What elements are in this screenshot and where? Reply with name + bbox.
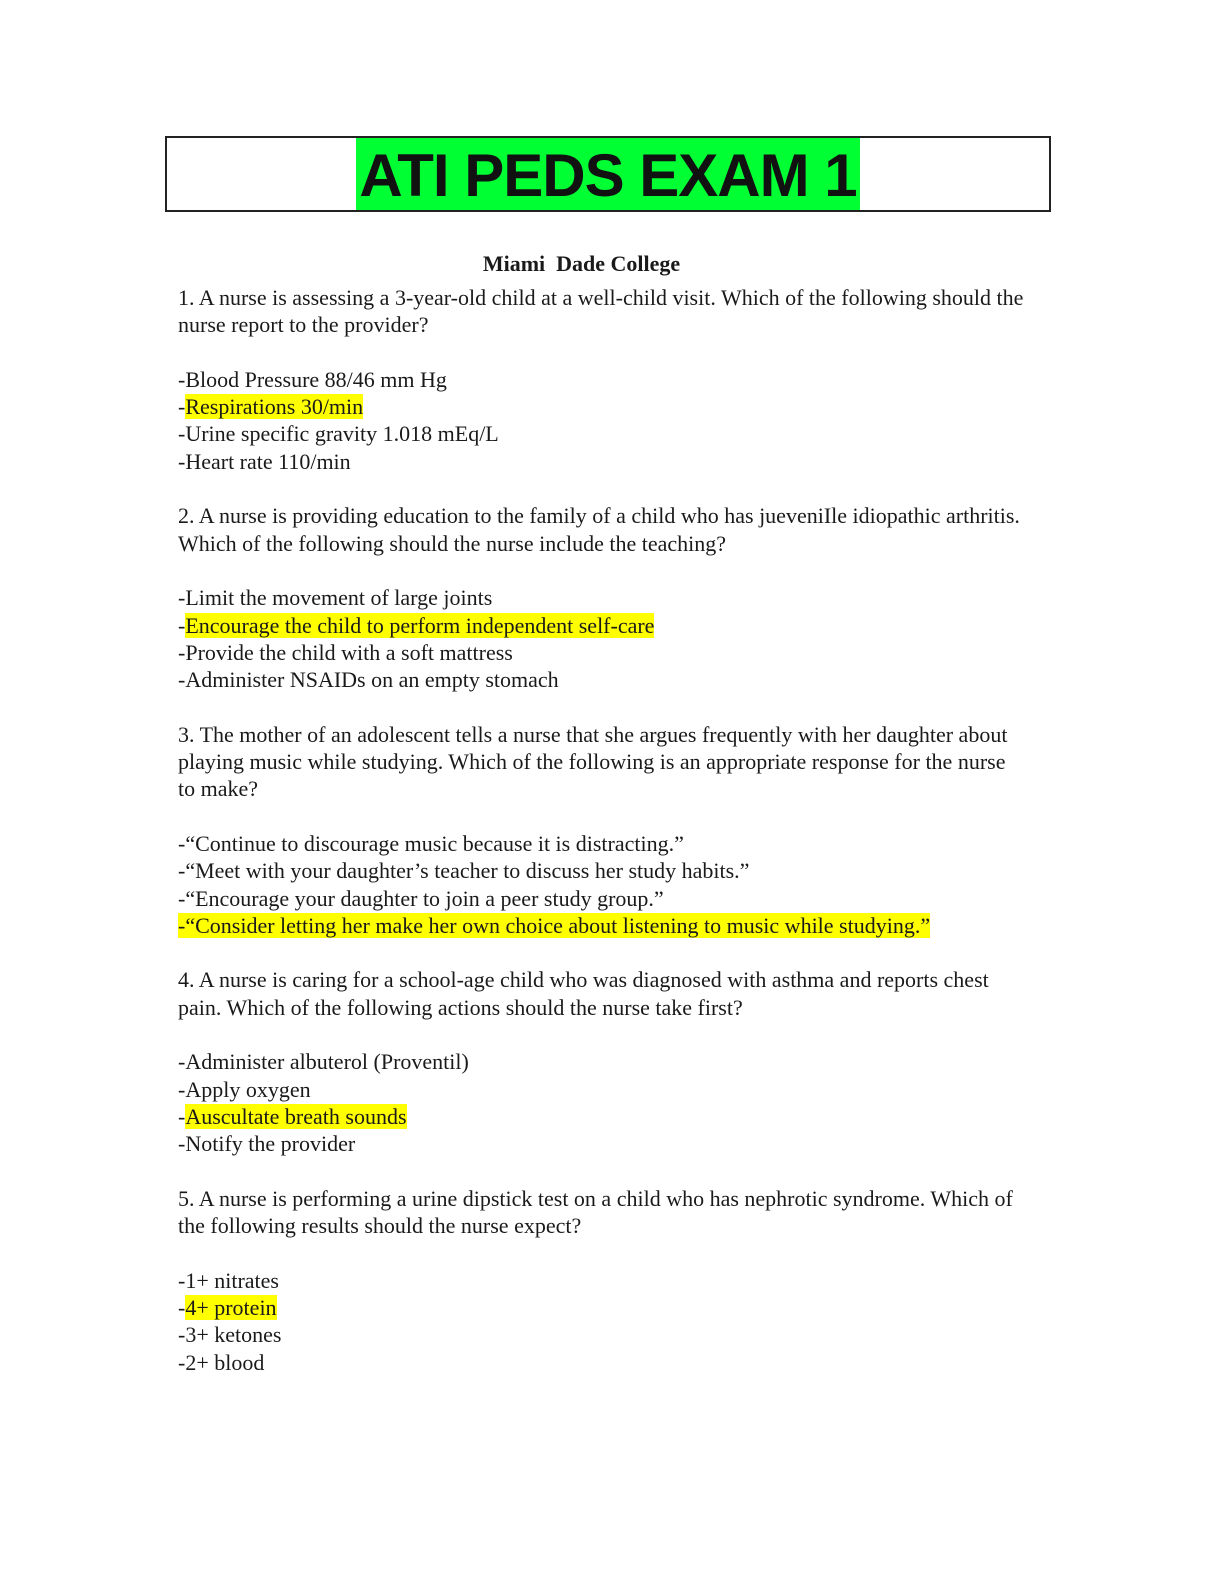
question-text: 4. A nurse is caring for a school-age child who was diagnosed with asthma and reports chest pain. Which of the following actions should the nurse take first? [178,967,989,1020]
question-text: 1. A nurse is assessing a 3-year-old child at a well-child visit. Which of the following should the nurse report to the provider? [178,285,1024,338]
question-text: 5. A nurse is performing a urine dipstick test on a child who has nephrotic syndrome. Which of the following results should the nurse expect? [178,1185,1013,1239]
answer-option: -3+ ketones [178,1322,282,1348]
answer-option-correct: -“Consider letting her make her own choice about listening to music while studying.” [178,912,931,938]
question-block [178,1185,1028,1376]
answer-option: -“Continue to discourage music because it is distracting.” [178,830,684,856]
answer-option: -Urine specific gravity 1.018 mEq/L [178,421,499,447]
answer-options [178,366,1028,475]
answer-option: -Administer albuterol (Proventil) [178,1049,469,1075]
question-block [178,721,1028,939]
question-text: 3. The mother of an adolescent tells a nurse that she argues frequently with her daughter about playing music while studying. Which of the following is an appropriate response for the nurse to make? [178,721,1008,802]
answer-options [178,830,1028,939]
answer-options [178,584,1028,693]
answer-option: -“Meet with your daughter’s teacher to discuss her study habits.” [178,858,750,884]
question-text: 2. A nurse is providing education to the family of a child who has jueveniIle idiopathic arthritis. Which of the following should the nurse include the teaching? [178,503,1020,556]
answer-options [178,1048,1028,1157]
answer-option-correct: -Auscultate breath sounds [178,1103,407,1129]
answer-option-correct: -Respirations 30/min [178,394,364,420]
answer-option: -Provide the child with a soft mattress [178,639,513,665]
answer-options [178,1267,1028,1376]
question-block [178,284,1028,475]
answer-option: -Heart rate 110/min [178,448,351,474]
answer-option: -Administer NSAIDs on an empty stomach [178,667,559,693]
answer-option: -Apply oxygen [178,1076,311,1102]
title-box [165,136,1051,212]
answer-option: -Limit the movement of large joints [178,585,493,611]
answer-option: -Notify the provider [178,1131,356,1157]
answer-option-correct: -Encourage the child to perform independent self-care [178,612,655,638]
answer-option: -“Encourage your daughter to join a peer study group.” [178,885,664,911]
answer-option: -2+ blood [178,1349,265,1375]
question-list [178,284,1028,1403]
answer-option: -Blood Pressure 88/46 mm Hg [178,366,447,392]
answer-option-correct: -4+ protein [178,1294,277,1320]
answer-option: -1+ nitrates [178,1267,279,1293]
question-block [178,502,1028,693]
page-title: ATI PEDS EXAM 1 [356,138,860,210]
college-name: Miami Dade College [482,251,681,276]
question-block [178,966,1028,1157]
